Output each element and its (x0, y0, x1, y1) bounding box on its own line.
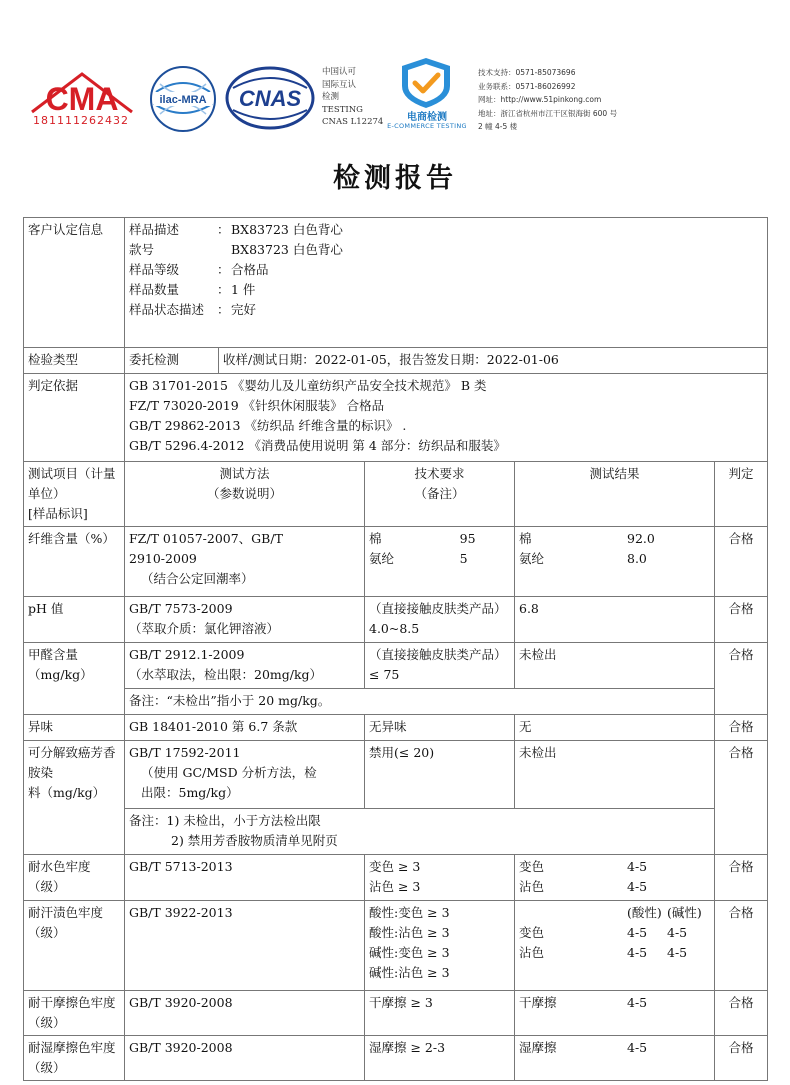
formaldehyde-note: 备注：“未检出”指小于 20 mg/kg。 (125, 689, 715, 715)
header-requirement: 技术要求 （备注） (365, 462, 515, 527)
formaldehyde-verdict: 合格 (715, 643, 768, 715)
water-method: GB/T 5713-2013 (125, 855, 365, 901)
basis-label: 判定依据 (24, 374, 125, 462)
amine-note: 备注：1) 未检出，小于方法检出限 2) 禁用芳香胺物质清单见附页 (125, 809, 715, 855)
wet-rub-method: GB/T 3920-2008 (125, 1036, 365, 1081)
page-title: 检测报告 (333, 163, 457, 194)
odor-result: 无 (515, 715, 715, 741)
amine-item: 可分解致癌芳香胺染 料（mg/kg） (24, 741, 125, 855)
odor-verdict: 合格 (715, 715, 768, 741)
client-info-fields: 样品描述 ：BX83723 白色背心 款号 BX83723 白色背心 样品等级 ：合格品 样品数量 ：1 件 样品状态描述 ：完好 (125, 218, 768, 348)
inspection-dates: 收样/测试日期：2022-01-05，报告签发日期：2022-01-06 (219, 348, 768, 374)
amine-result: 未检出 (515, 741, 715, 809)
dry-rub-verdict: 合格 (715, 991, 768, 1036)
formaldehyde-result: 未检出 (515, 643, 715, 689)
svg-text:CNAS: CNAS (238, 86, 302, 111)
formaldehyde-requirement: （直接接触皮肤类产品） ≤ 75 (365, 643, 515, 689)
formaldehyde-note-row (24, 689, 768, 715)
amine-method: GB/T 17592-2011 （使用 GC/MSD 分析方法，检 出限：5mg/kg） (125, 741, 365, 809)
header-result: 测试结果 (515, 462, 715, 527)
dry-rub-item: 耐干摩擦色牢度（级） (24, 991, 125, 1036)
dry-rub-row (24, 991, 768, 1036)
report-table (23, 217, 768, 1081)
sweat-requirement: 酸性:变色 ≥ 3 酸性:沾色 ≥ 3 碱性:变色 ≥ 3 碱性:沾色 ≥ 3 (365, 901, 515, 991)
water-item: 耐水色牢度（级） (24, 855, 125, 901)
dry-rub-result: 干摩擦 4-5 (515, 991, 715, 1036)
ecommerce-testing-label: 电商检测 (407, 112, 447, 123)
sweat-fastness-row (24, 901, 768, 991)
fiber-requirement: 棉 95 氨纶 5 (365, 527, 515, 597)
ph-row (24, 597, 768, 643)
odor-requirement: 无异味 (365, 715, 515, 741)
amine-verdict: 合格 (715, 741, 768, 855)
ecommerce-testing-sublabel: E-COMMERCE TESTING (387, 122, 467, 130)
ilac-mra-logo (148, 64, 218, 134)
cnas-accreditation-text: 中国认可 国际互认 检测 TESTING CNAS L12274 (322, 67, 384, 127)
fiber-item: 纤维含量（%） (24, 527, 125, 597)
ph-item: pH 值 (24, 597, 125, 643)
inspection-type-label: 检验类型 (24, 348, 125, 374)
fiber-verdict: 合格 (715, 527, 768, 597)
wet-rub-row (24, 1036, 768, 1081)
ph-requirement: （直接接触皮肤类产品） 4.0~8.5 (365, 597, 515, 643)
formaldehyde-method: GB/T 2912.1-2009 （水萃取法，检出限：20mg/kg） (125, 643, 365, 689)
sweat-result: (酸性) (碱性) 变色 4-5 4-5 沾色 4-5 4-5 (515, 901, 715, 991)
column-header-row (24, 462, 768, 527)
dry-rub-method: GB/T 3920-2008 (125, 991, 365, 1036)
svg-text:CMA: CMA (45, 81, 119, 117)
amine-note-row (24, 809, 768, 855)
fiber-method: FZ/T 01057-2007、GB/T 2910-2009 （结合公定回潮率） (125, 527, 365, 597)
inspection-type-row (24, 348, 768, 374)
client-info-label: 客户认定信息 (24, 218, 125, 348)
amine-row (24, 741, 768, 809)
water-verdict: 合格 (715, 855, 768, 901)
odor-row (24, 715, 768, 741)
inspection-type-value: 委托检测 (125, 348, 219, 374)
wet-rub-requirement: 湿摩擦 ≥ 2-3 (365, 1036, 515, 1081)
sweat-method: GB/T 3922-2013 (125, 901, 365, 991)
cnas-logo (225, 66, 315, 130)
cma-number: 181111262432 (33, 114, 129, 127)
header-verdict: 判定 (715, 462, 768, 527)
header-method: 测试方法 （参数说明） (125, 462, 365, 527)
client-info-row (24, 218, 768, 348)
odor-item: 异味 (24, 715, 125, 741)
basis-row (24, 374, 768, 462)
report-header (0, 0, 790, 150)
fiber-result: 棉 92.0 氨纶 8.0 (515, 527, 715, 597)
ph-verdict: 合格 (715, 597, 768, 643)
formaldehyde-item: 甲醛含量（mg/kg） (24, 643, 125, 715)
amine-requirement: 禁用(≤ 20) (365, 741, 515, 809)
water-fastness-row (24, 855, 768, 901)
wet-rub-result: 湿摩擦 4-5 (515, 1036, 715, 1081)
dry-rub-requirement: 干摩擦 ≥ 3 (365, 991, 515, 1036)
contact-info: 技术支持：0571-85073696 业务联系：0571-86026992 网址：http://www.51pinkong.com 地址：浙江省杭州市江干区银海街 600 号 2 幢 4-5 楼 (478, 68, 618, 131)
fiber-content-row (24, 527, 768, 597)
header-item: 测试项目（计量单位） [样品标识] (24, 462, 125, 527)
ph-result: 6.8 (515, 597, 715, 643)
odor-method: GB 18401-2010 第 6.7 条款 (125, 715, 365, 741)
wet-rub-verdict: 合格 (715, 1036, 768, 1081)
formaldehyde-row (24, 643, 768, 689)
ph-method: GB/T 7573-2009 （萃取介质：氯化钾溶液） (125, 597, 365, 643)
sweat-verdict: 合格 (715, 901, 768, 991)
svg-text:ilac-MRA: ilac-MRA (159, 94, 207, 106)
sweat-item: 耐汗渍色牢度（级） (24, 901, 125, 991)
water-result: 变色 4-5 沾色 4-5 (515, 855, 715, 901)
water-requirement: 变色 ≥ 3 沾色 ≥ 3 (365, 855, 515, 901)
wet-rub-item: 耐湿摩擦色牢度（级） (24, 1036, 125, 1081)
basis-standards: GB 31701-2015 《婴幼儿及儿童纺织产品安全技术规范》 B 类 FZ/T 73020-2019 《针织休闲服装》 合格品 GB/T 29862-2013 《纺织品 纤维含量的标识》 . GB/T 5296.4-2012 《消费品使用说明 第 4 部分：纺织品和服装》 (125, 374, 768, 462)
